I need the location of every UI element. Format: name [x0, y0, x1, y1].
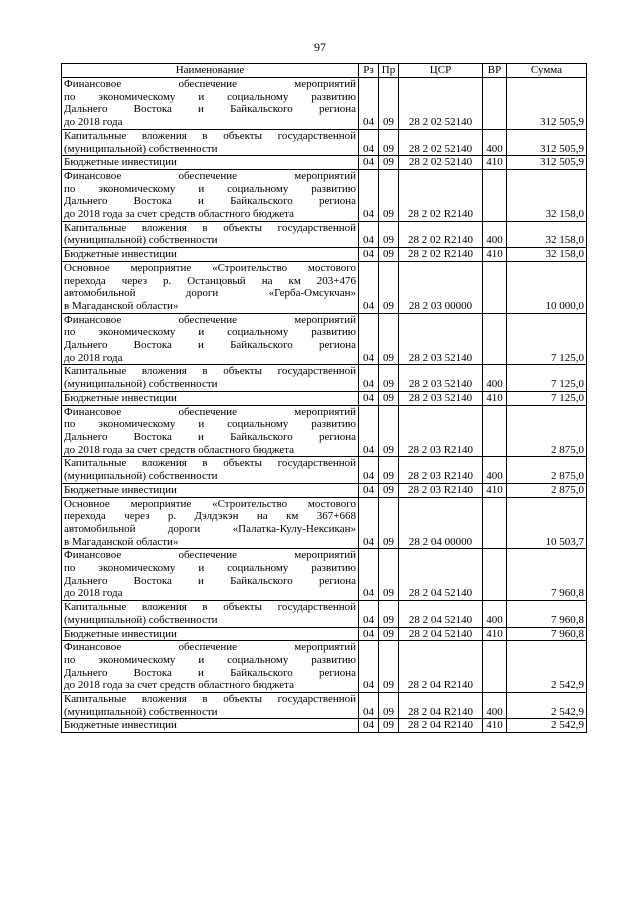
- table-row: [62, 391, 587, 405]
- table-row: [62, 457, 587, 483]
- row-name-line: автомобильной дороги «Палатка-Кулу-Нексикан»: [64, 522, 356, 535]
- row-name-cell: [62, 248, 359, 262]
- row-csr-cell: 28 2 04 52140: [399, 627, 483, 641]
- row-name-cell: [62, 483, 359, 497]
- row-name-line: перехода через р. Останцовый на км 203+476: [64, 274, 356, 287]
- table-row: [62, 313, 587, 365]
- row-rz-cell: 04: [359, 261, 379, 313]
- row-name-line: Основное мероприятие «Строительство мостового: [64, 261, 356, 274]
- row-vr-cell: 410: [483, 483, 507, 497]
- row-sum-cell: 32 158,0: [507, 221, 587, 247]
- row-rz-cell: 04: [359, 641, 379, 693]
- row-sum-cell: 312 505,9: [507, 156, 587, 170]
- row-pr-cell: 09: [379, 313, 399, 365]
- row-name-line: по экономическому и социальному развитию: [64, 653, 356, 666]
- row-name-line: (муниципальной) собственности: [64, 705, 218, 718]
- row-name-line: Дальнего Востока и Байкальского региона: [64, 666, 356, 679]
- table-row: [62, 261, 587, 313]
- row-sum-cell: 7 125,0: [507, 313, 587, 365]
- row-name-line: Бюджетные инвестиции: [64, 391, 177, 404]
- header-rz: Рз: [359, 64, 379, 78]
- row-csr-cell: 28 2 03 00000: [399, 261, 483, 313]
- row-name-line: до 2018 года: [64, 116, 123, 129]
- row-name-line: Дальнего Востока и Байкальского региона: [64, 574, 356, 587]
- row-name-cell: [62, 405, 359, 457]
- row-pr-cell: 09: [379, 78, 399, 130]
- row-name-cell: [62, 549, 359, 601]
- row-rz-cell: 04: [359, 221, 379, 247]
- row-name-line: Дальнего Востока и Байкальского региона: [64, 339, 356, 352]
- row-csr-cell: 28 2 03 R2140: [399, 483, 483, 497]
- page-number: 97: [314, 40, 326, 54]
- row-rz-cell: 04: [359, 169, 379, 221]
- row-name-line: (муниципальной) собственности: [64, 234, 218, 247]
- row-vr-cell: 410: [483, 719, 507, 733]
- row-rz-cell: 04: [359, 627, 379, 641]
- row-vr-cell: 400: [483, 601, 507, 627]
- budget-table: [61, 63, 587, 733]
- table-row: [62, 497, 587, 549]
- row-name-line: Капитальные вложения в объекты государственной: [64, 129, 356, 142]
- row-sum-cell: 7 960,8: [507, 549, 587, 601]
- row-name-cell: [62, 221, 359, 247]
- row-sum-cell: 7 960,8: [507, 601, 587, 627]
- table-row: [62, 365, 587, 391]
- row-vr-cell: [483, 313, 507, 365]
- row-vr-cell: 400: [483, 693, 507, 719]
- row-name-line: Капитальные вложения в объекты государственной: [64, 365, 356, 378]
- row-pr-cell: 09: [379, 497, 399, 549]
- row-sum-cell: 10 000,0: [507, 261, 587, 313]
- row-name-line: Финансовое обеспечение мероприятий: [64, 78, 356, 90]
- row-name-line: Дальнего Востока и Байкальского региона: [64, 430, 356, 443]
- row-name-cell: [62, 641, 359, 693]
- row-csr-cell: 28 2 03 R2140: [399, 405, 483, 457]
- row-pr-cell: 09: [379, 627, 399, 641]
- row-rz-cell: 04: [359, 248, 379, 262]
- row-csr-cell: 28 2 04 52140: [399, 549, 483, 601]
- row-name-line: Бюджетные инвестиции: [64, 156, 177, 169]
- row-name-line: Дальнего Востока и Байкальского региона: [64, 103, 356, 116]
- row-sum-cell: 2 875,0: [507, 405, 587, 457]
- table-row: [62, 719, 587, 733]
- row-name-line: Капитальные вложения в объекты государственной: [64, 693, 356, 706]
- row-pr-cell: 09: [379, 601, 399, 627]
- row-sum-cell: 7 125,0: [507, 391, 587, 405]
- row-name-line: (муниципальной) собственности: [64, 470, 218, 483]
- row-pr-cell: 09: [379, 391, 399, 405]
- row-name-line: Бюджетные инвестиции: [64, 719, 177, 732]
- table-row: [62, 641, 587, 693]
- row-name-cell: [62, 457, 359, 483]
- row-csr-cell: 28 2 03 52140: [399, 391, 483, 405]
- row-csr-cell: 28 2 02 52140: [399, 129, 483, 155]
- row-vr-cell: 400: [483, 365, 507, 391]
- row-vr-cell: 410: [483, 248, 507, 262]
- row-name-line: по экономическому и социальному развитию: [64, 90, 356, 103]
- header-pr: Пр: [379, 64, 399, 78]
- header-sum: Сумма: [507, 64, 587, 78]
- table-row: [62, 601, 587, 627]
- row-name-cell: [62, 497, 359, 549]
- row-name-line: Дальнего Востока и Байкальского региона: [64, 195, 356, 208]
- row-sum-cell: 2 542,9: [507, 693, 587, 719]
- row-name-cell: [62, 156, 359, 170]
- row-name-line: до 2018 года: [64, 587, 123, 600]
- row-rz-cell: 04: [359, 156, 379, 170]
- row-rz-cell: 04: [359, 483, 379, 497]
- row-name-line: Финансовое обеспечение мероприятий: [64, 169, 356, 182]
- row-name-line: (муниципальной) собственности: [64, 142, 218, 155]
- row-sum-cell: 10 503,7: [507, 497, 587, 549]
- table-row: [62, 483, 587, 497]
- table-row: [62, 169, 587, 221]
- row-name-line: по экономическому и социальному развитию: [64, 418, 356, 431]
- row-name-line: Капитальные вложения в объекты государственной: [64, 221, 356, 234]
- row-csr-cell: 28 2 04 R2140: [399, 719, 483, 733]
- row-vr-cell: 410: [483, 627, 507, 641]
- row-name-line: в Магаданской области»: [64, 299, 179, 312]
- row-pr-cell: 09: [379, 719, 399, 733]
- row-name-line: Основное мероприятие «Строительство мостового: [64, 497, 356, 510]
- row-sum-cell: 32 158,0: [507, 248, 587, 262]
- row-name-line: по экономическому и социальному развитию: [64, 326, 356, 339]
- row-sum-cell: 312 505,9: [507, 78, 587, 130]
- row-rz-cell: 04: [359, 78, 379, 130]
- row-pr-cell: 09: [379, 405, 399, 457]
- row-name-cell: [62, 78, 359, 130]
- row-rz-cell: 04: [359, 457, 379, 483]
- row-pr-cell: 09: [379, 248, 399, 262]
- row-vr-cell: 410: [483, 391, 507, 405]
- row-vr-cell: [483, 497, 507, 549]
- header-name: Наименование: [62, 64, 359, 78]
- row-name-line: по экономическому и социальному развитию: [64, 182, 356, 195]
- row-name-cell: [62, 627, 359, 641]
- row-vr-cell: [483, 641, 507, 693]
- row-vr-cell: 410: [483, 156, 507, 170]
- row-vr-cell: [483, 405, 507, 457]
- row-csr-cell: 28 2 04 R2140: [399, 693, 483, 719]
- row-name-line: Капитальные вложения в объекты государственной: [64, 457, 356, 470]
- row-rz-cell: 04: [359, 365, 379, 391]
- row-pr-cell: 09: [379, 221, 399, 247]
- row-name-cell: [62, 365, 359, 391]
- row-vr-cell: [483, 169, 507, 221]
- row-rz-cell: 04: [359, 313, 379, 365]
- row-name-cell: [62, 261, 359, 313]
- row-name-line: (муниципальной) собственности: [64, 613, 218, 626]
- row-name-line: до 2018 года за счет средств областного бюджета: [64, 443, 294, 456]
- row-csr-cell: 28 2 02 52140: [399, 156, 483, 170]
- row-name-line: автомобильной дороги «Герба-Омсукчан»: [64, 287, 356, 300]
- row-csr-cell: 28 2 04 R2140: [399, 641, 483, 693]
- table-row: [62, 405, 587, 457]
- table-row: [62, 129, 587, 155]
- row-csr-cell: 28 2 04 52140: [399, 601, 483, 627]
- row-rz-cell: 04: [359, 693, 379, 719]
- row-name-cell: [62, 719, 359, 733]
- row-pr-cell: 09: [379, 483, 399, 497]
- row-sum-cell: 7 960,8: [507, 627, 587, 641]
- row-csr-cell: 28 2 04 00000: [399, 497, 483, 549]
- row-csr-cell: 28 2 02 R2140: [399, 221, 483, 247]
- row-csr-cell: 28 2 02 52140: [399, 78, 483, 130]
- row-vr-cell: [483, 549, 507, 601]
- table-row: [62, 156, 587, 170]
- table-row: [62, 549, 587, 601]
- row-sum-cell: 312 505,9: [507, 129, 587, 155]
- row-rz-cell: 04: [359, 405, 379, 457]
- row-pr-cell: 09: [379, 156, 399, 170]
- row-name-line: Финансовое обеспечение мероприятий: [64, 549, 356, 562]
- row-vr-cell: [483, 78, 507, 130]
- header-csr: ЦСР: [399, 64, 483, 78]
- row-name-line: Финансовое обеспечение мероприятий: [64, 405, 356, 418]
- row-csr-cell: 28 2 02 R2140: [399, 169, 483, 221]
- row-name-line: до 2018 года за счет средств областного бюджета: [64, 679, 294, 692]
- row-rz-cell: 04: [359, 391, 379, 405]
- row-pr-cell: 09: [379, 641, 399, 693]
- row-pr-cell: 09: [379, 693, 399, 719]
- row-pr-cell: 09: [379, 261, 399, 313]
- row-name-cell: [62, 693, 359, 719]
- row-sum-cell: 2 875,0: [507, 483, 587, 497]
- row-sum-cell: 32 158,0: [507, 169, 587, 221]
- row-name-line: Бюджетные инвестиции: [64, 627, 177, 640]
- row-name-line: Бюджетные инвестиции: [64, 248, 177, 261]
- row-pr-cell: 09: [379, 549, 399, 601]
- row-rz-cell: 04: [359, 549, 379, 601]
- row-pr-cell: 09: [379, 365, 399, 391]
- row-name-line: Финансовое обеспечение мероприятий: [64, 641, 356, 654]
- table-row: [62, 693, 587, 719]
- table-row: [62, 248, 587, 262]
- row-vr-cell: 400: [483, 129, 507, 155]
- row-vr-cell: 400: [483, 221, 507, 247]
- row-name-line: Финансовое обеспечение мероприятий: [64, 313, 356, 326]
- row-name-line: до 2018 года: [64, 351, 123, 364]
- row-rz-cell: 04: [359, 129, 379, 155]
- row-name-line: в Магаданской области»: [64, 535, 179, 548]
- row-csr-cell: 28 2 03 52140: [399, 313, 483, 365]
- row-rz-cell: 04: [359, 601, 379, 627]
- row-sum-cell: 2 542,9: [507, 641, 587, 693]
- row-pr-cell: 09: [379, 169, 399, 221]
- row-rz-cell: 04: [359, 719, 379, 733]
- row-sum-cell: 2 542,9: [507, 719, 587, 733]
- row-name-line: (муниципальной) собственности: [64, 378, 218, 391]
- row-pr-cell: 09: [379, 457, 399, 483]
- row-vr-cell: [483, 261, 507, 313]
- row-sum-cell: 2 875,0: [507, 457, 587, 483]
- row-name-cell: [62, 601, 359, 627]
- row-rz-cell: 04: [359, 497, 379, 549]
- row-name-line: Капитальные вложения в объекты государственной: [64, 601, 356, 614]
- table-body: [62, 78, 587, 733]
- table-header-row: [62, 64, 587, 78]
- table-row: [62, 627, 587, 641]
- row-csr-cell: 28 2 02 R2140: [399, 248, 483, 262]
- row-name-line: по экономическому и социальному развитию: [64, 562, 356, 575]
- row-name-line: перехода через р. Дэлдэкэн на км 367+668: [64, 510, 356, 523]
- table-row: [62, 221, 587, 247]
- row-name-cell: [62, 391, 359, 405]
- row-sum-cell: 7 125,0: [507, 365, 587, 391]
- row-name-cell: [62, 169, 359, 221]
- row-name-cell: [62, 313, 359, 365]
- row-name-line: Бюджетные инвестиции: [64, 483, 177, 496]
- row-name-cell: [62, 129, 359, 155]
- table-row: [62, 78, 587, 130]
- header-vr: ВР: [483, 64, 507, 78]
- row-csr-cell: 28 2 03 52140: [399, 365, 483, 391]
- row-name-line: до 2018 года за счет средств областного бюджета: [64, 208, 294, 221]
- row-csr-cell: 28 2 03 R2140: [399, 457, 483, 483]
- row-vr-cell: 400: [483, 457, 507, 483]
- row-pr-cell: 09: [379, 129, 399, 155]
